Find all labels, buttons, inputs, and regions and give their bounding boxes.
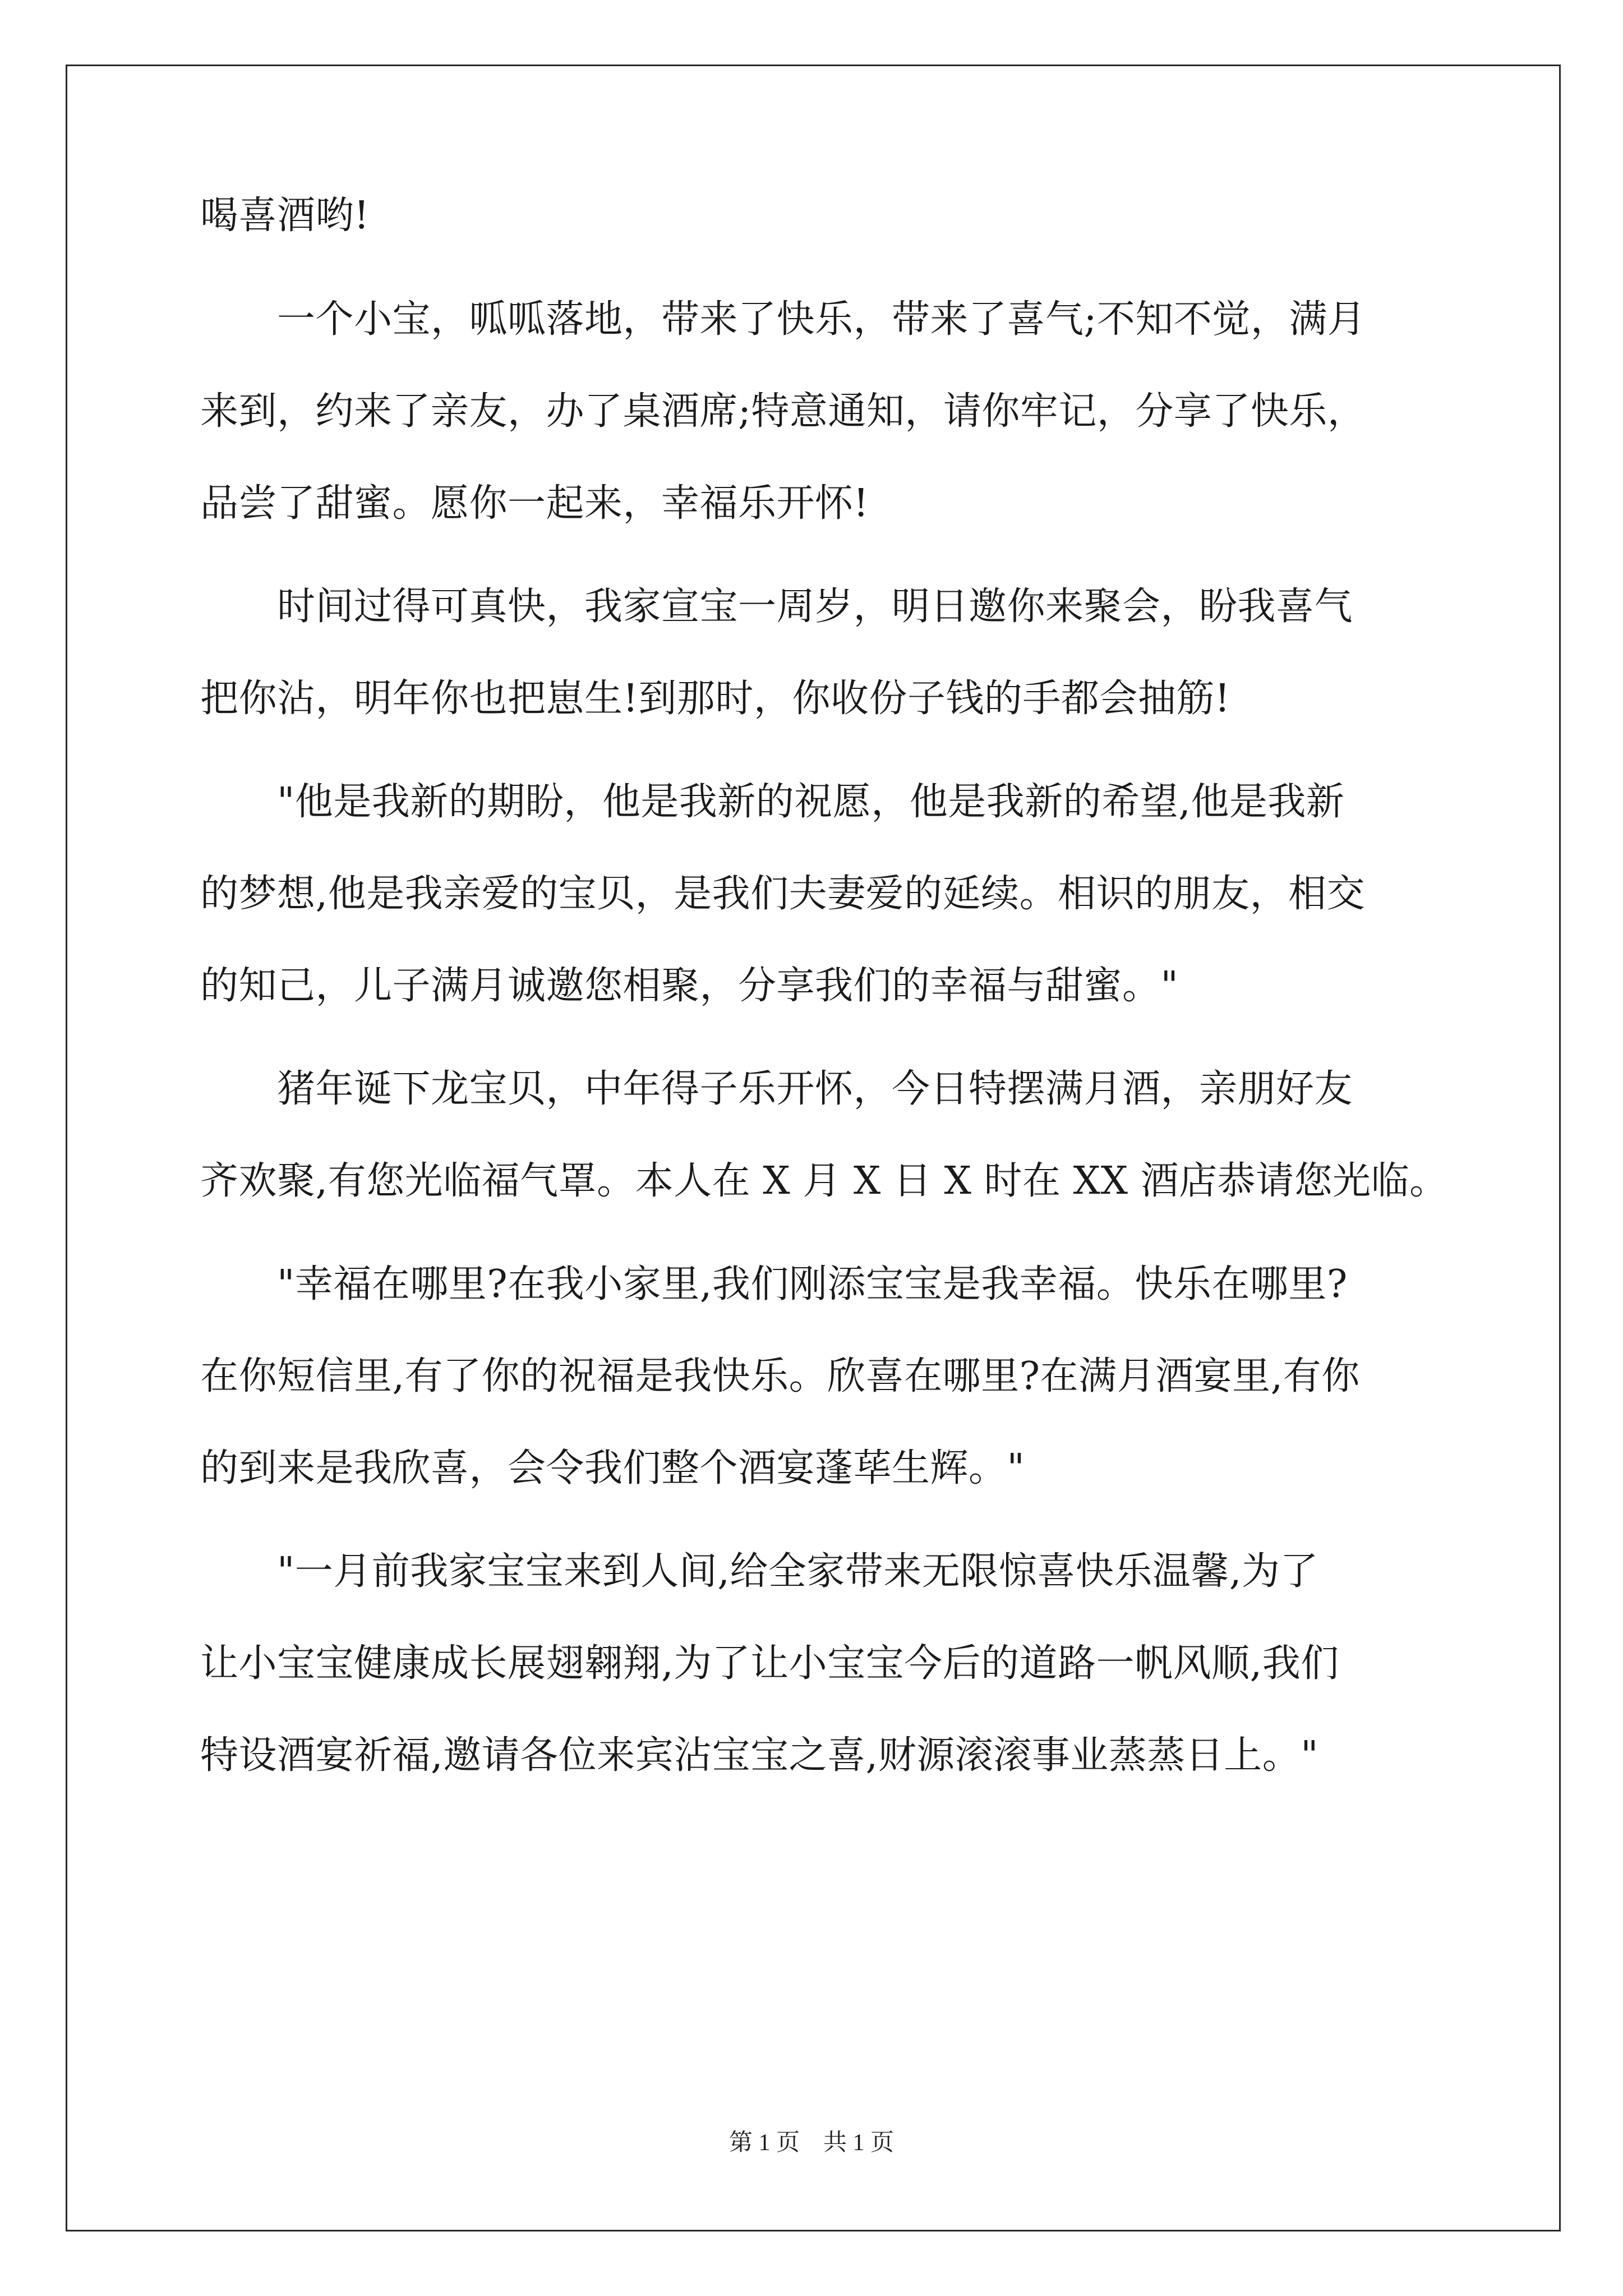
- text-line: 时间过得可真快，我家宣宝一周岁，明日邀你来聚会，盼我喜气: [200, 585, 1353, 629]
- text-line: "他是我新的期盼，他是我新的祝愿，他是我新的希望,他是我新: [200, 780, 1345, 824]
- text-line: 喝喜酒哟!: [200, 194, 370, 238]
- text-line: 特设酒宴祈福,邀请各位来宾沾宝宝之喜,财源滚滚事业蒸蒸日上。": [200, 1733, 1319, 1778]
- text-line: 齐欢聚,有您光临福气罩。本人在 X 月 X 日 X 时在 XX 酒店恭请您光临。: [200, 1159, 1448, 1203]
- page-number-footer: 第 1 页 共 1 页: [728, 2130, 894, 2156]
- text-line: "一月前我家宝宝来到人间,给全家带来无限惊喜快乐温馨,为了: [200, 1549, 1319, 1594]
- text-line: 在你短信里,有了你的祝福是我快乐。欣喜在哪里?在满月酒宴里,有你: [200, 1354, 1360, 1398]
- text-line: 的到来是我欣喜，会令我们整个酒宴蓬荜生辉。": [200, 1446, 1025, 1490]
- text-line: 品尝了甜蜜。愿你一起来，幸福乐开怀!: [200, 481, 869, 526]
- text-line: 一个小宝，呱呱落地，带来了快乐，带来了喜气;不知不觉，满月: [200, 297, 1366, 342]
- text-line: "幸福在哪里?在我小家里,我们刚添宝宝是我幸福。快乐在哪里?: [200, 1262, 1348, 1306]
- text-line: 让小宝宝健康成长展翅翱翔,为了让小宝宝今后的道路一帆风顺,我们: [200, 1641, 1339, 1686]
- text-line: 的知己，儿子满月诚邀您相聚，分享我们的幸福与甜蜜。": [200, 964, 1179, 1008]
- text-line: 把你沾，明年你也把崽生!到那时，你收份子钱的手都会抽筋!: [200, 677, 1230, 721]
- text-line: 猪年诞下龙宝贝，中年得子乐开怀，今日特摆满月酒，亲朋好友: [200, 1067, 1353, 1111]
- text-line: 的梦想,他是我亲爱的宝贝，是我们夫妻爱的延续。相识的朋友，相交: [200, 872, 1366, 916]
- text-line: 来到，约来了亲友，办了桌酒席;特意通知，请你牢记，分享了快乐，: [200, 389, 1366, 434]
